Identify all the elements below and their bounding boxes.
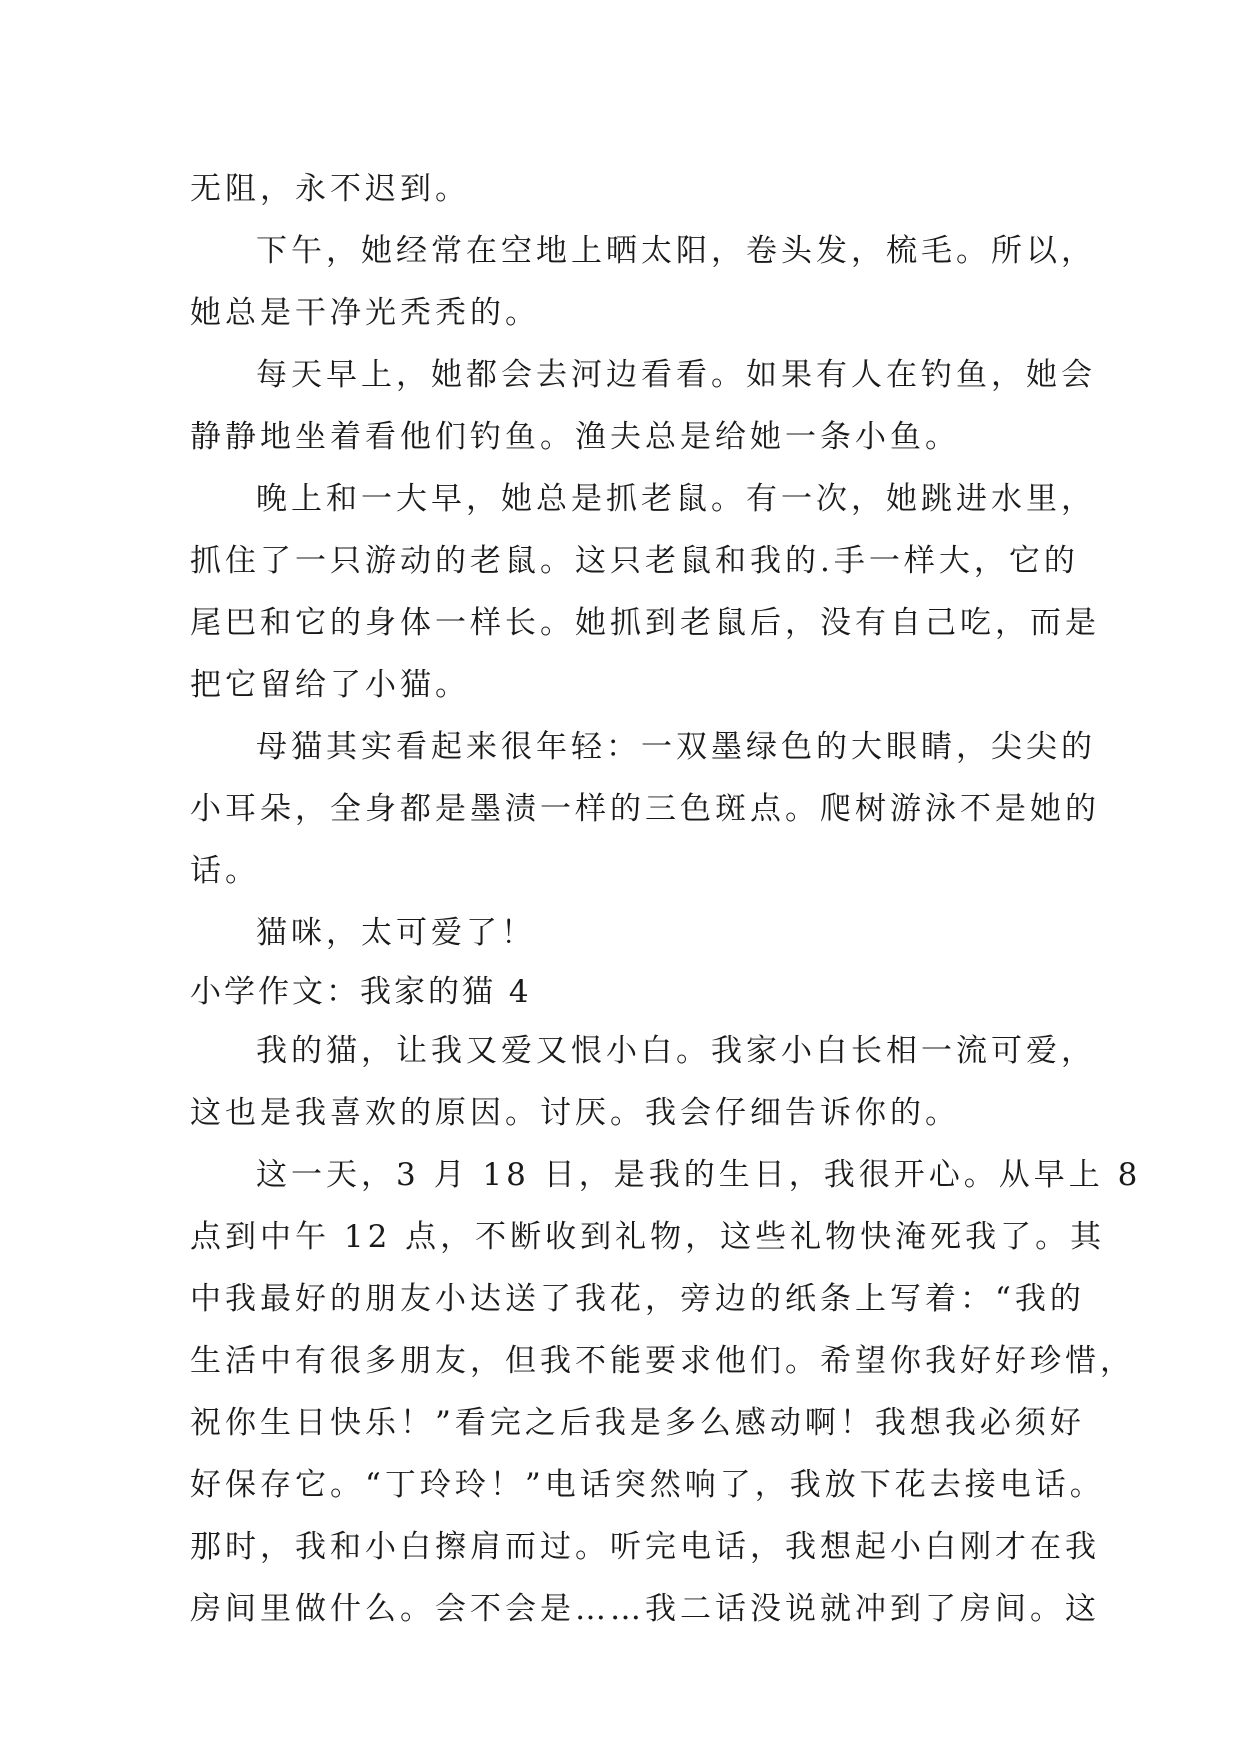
paragraph-start-line: 猫咪，太可爱了！ <box>256 915 536 951</box>
text-line: 好保存它。“丁玲玲！”电话突然响了，我放下花去接电话。 <box>190 1467 1105 1503</box>
text-line: 她总是干净光秃秃的。 <box>190 295 540 331</box>
paragraph-start-line: 母猫其实看起来很年轻：一双墨绿色的大眼睛，尖尖的 <box>256 729 1096 765</box>
text-line: 无阻，永不迟到。 <box>190 171 470 207</box>
essay-title: 小学作文：我家的猫 4 <box>190 974 532 1010</box>
text-line: 静静地坐着看他们钓鱼。渔夫总是给她一条小鱼。 <box>190 419 960 455</box>
text-line: 生活中有很多朋友，但我不能要求他们。希望你我好好珍惜， <box>190 1343 1135 1379</box>
text-line: 点到中午 12 点，不断收到礼物，这些礼物快淹死我了。其 <box>190 1219 1106 1255</box>
paragraph-start-line: 我的猫，让我又爱又恨小白。我家小白长相一流可爱， <box>256 1033 1096 1069</box>
text-line: 中我最好的朋友小达送了我花，旁边的纸条上写着：“我的 <box>190 1281 1085 1317</box>
document-page <box>190 158 1142 1640</box>
text-line: 房间里做什么。会不会是……我二话没说就冲到了房间。这 <box>190 1591 1100 1627</box>
text-line: 把它留给了小猫。 <box>190 667 470 703</box>
text-line: 那时，我和小白擦肩而过。听完电话，我想起小白刚才在我 <box>190 1529 1100 1565</box>
paragraph-start-line: 下午，她经常在空地上晒太阳，卷头发，梳毛。所以， <box>256 233 1096 269</box>
text-line: 小耳朵，全身都是墨渍一样的三色斑点。爬树游泳不是她的 <box>190 791 1100 827</box>
text-line: 尾巴和它的身体一样长。她抓到老鼠后，没有自己吃，而是 <box>190 605 1100 641</box>
paragraph-start-line: 每天早上，她都会去河边看看。如果有人在钓鱼，她会 <box>256 357 1096 393</box>
text-line: 祝你生日快乐！”看完之后我是多么感动啊！我想我必须好 <box>190 1405 1085 1441</box>
text-line: 抓住了一只游动的老鼠。这只老鼠和我的.手一样大，它的 <box>190 543 1079 579</box>
text-line: 话。 <box>190 853 260 889</box>
text-line: 这也是我喜欢的原因。讨厌。我会仔细告诉你的。 <box>190 1095 960 1131</box>
paragraph-start-line: 晚上和一大早，她总是抓老鼠。有一次，她跳进水里， <box>256 481 1096 517</box>
paragraph-start-line: 这一天，3 月 18 日，是我的生日，我很开心。从早上 8 <box>256 1157 1142 1193</box>
